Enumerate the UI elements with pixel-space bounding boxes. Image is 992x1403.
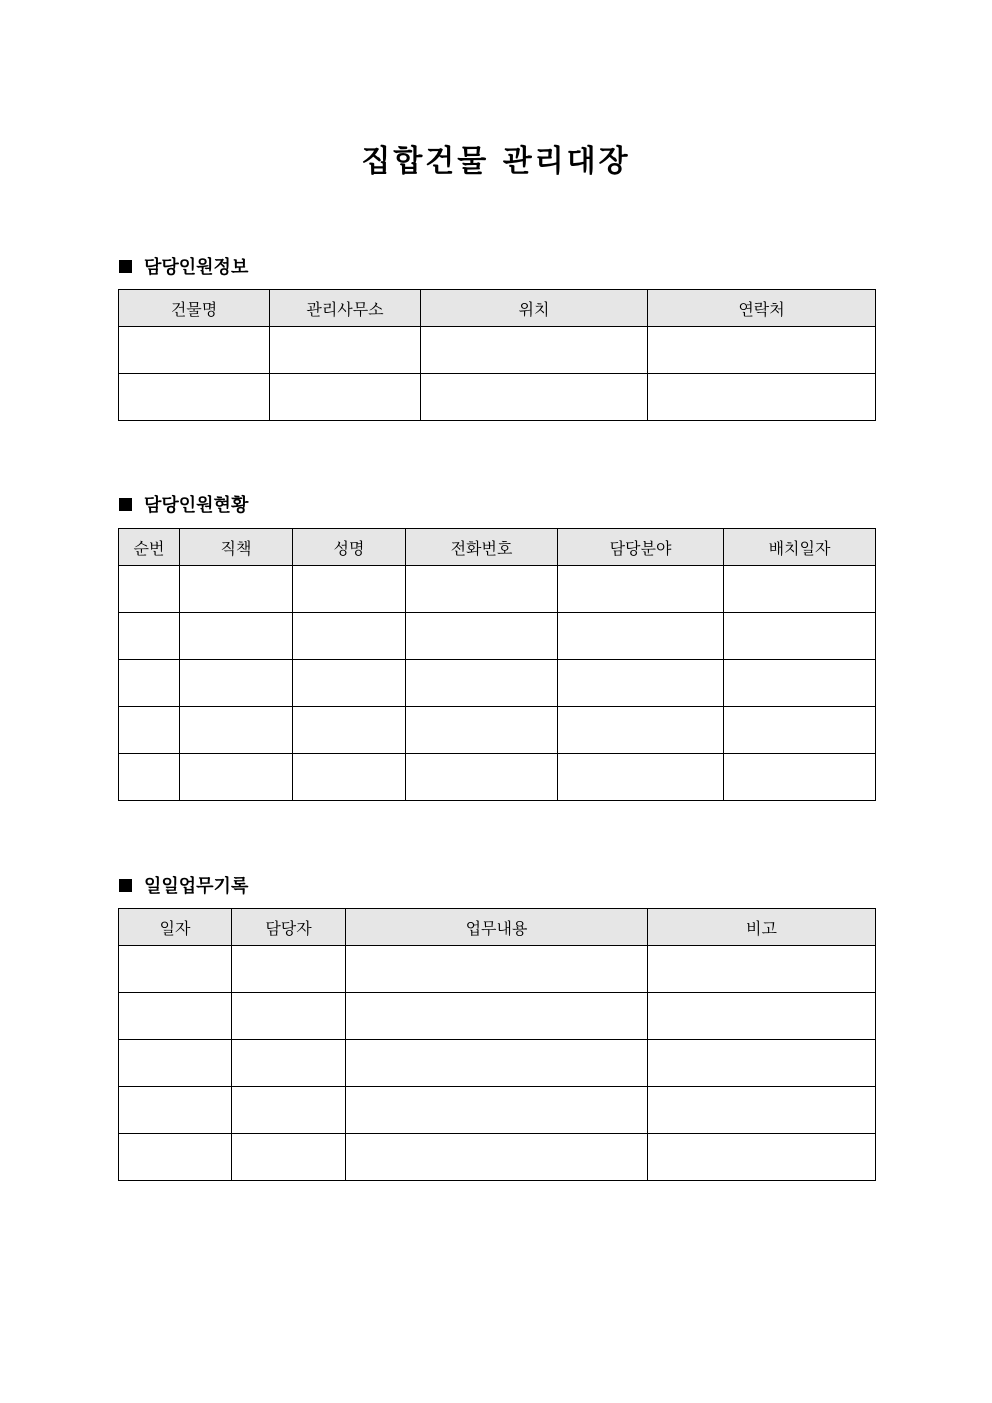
table-cell [293, 707, 406, 754]
table-cell [648, 946, 876, 993]
header-cell: 위치 [421, 290, 648, 327]
header-cell: 전화번호 [406, 529, 558, 566]
table-cell [119, 327, 270, 374]
table-cell [346, 1134, 648, 1181]
table-row [119, 707, 876, 754]
table-cell [180, 754, 293, 801]
table-cell [232, 946, 346, 993]
table-cell [119, 613, 180, 660]
table-row [119, 327, 876, 374]
table-cell [648, 374, 876, 421]
table-cell [406, 660, 558, 707]
table-cell [180, 707, 293, 754]
staff-info-table [118, 289, 876, 421]
table-cell [648, 327, 876, 374]
table-row [119, 754, 876, 801]
table-cell [119, 993, 232, 1040]
section-title-staff-info [119, 253, 248, 279]
section-title-staff-status [119, 491, 248, 517]
table-cell [293, 754, 406, 801]
table-row [119, 993, 876, 1040]
table-row [119, 613, 876, 660]
table-cell [346, 1040, 648, 1087]
table-row [119, 1134, 876, 1181]
table-row [119, 946, 876, 993]
table-cell [119, 754, 180, 801]
table-cell [421, 327, 648, 374]
table-cell [119, 707, 180, 754]
table-cell [270, 327, 421, 374]
table-cell [421, 374, 648, 421]
table-cell [232, 993, 346, 1040]
table-cell [558, 613, 724, 660]
table-cell [558, 707, 724, 754]
table-cell [119, 374, 270, 421]
table-cell [648, 993, 876, 1040]
table-row [119, 1040, 876, 1087]
header-cell: 순번 [119, 529, 180, 566]
table-cell [346, 1087, 648, 1134]
table-cell [346, 993, 648, 1040]
table-cell [724, 613, 876, 660]
header-cell: 연락처 [648, 290, 876, 327]
header-cell: 배치일자 [724, 529, 876, 566]
table-cell [232, 1040, 346, 1087]
table-row [119, 660, 876, 707]
table-cell [724, 707, 876, 754]
table-cell [180, 660, 293, 707]
table-header-row [119, 909, 876, 946]
table-cell [648, 1087, 876, 1134]
staff-status-table [118, 528, 876, 801]
table-cell [180, 566, 293, 613]
square-bullet-icon [119, 879, 132, 892]
table-cell [724, 660, 876, 707]
table-cell [724, 754, 876, 801]
section-title-daily-log [119, 872, 248, 898]
header-cell: 담당분야 [558, 529, 724, 566]
table-row [119, 566, 876, 613]
table-cell [724, 566, 876, 613]
section-title-text: 담당인원정보 [144, 257, 249, 278]
section-title-text: 일일업무기록 [144, 876, 249, 897]
table-row [119, 1087, 876, 1134]
table-cell [558, 566, 724, 613]
table-cell [119, 660, 180, 707]
table-cell [119, 1134, 232, 1181]
table-header-row [119, 529, 876, 566]
section-title-text: 담당인원현황 [144, 495, 249, 516]
table-cell [648, 1134, 876, 1181]
table-cell [406, 707, 558, 754]
table-cell [406, 566, 558, 613]
header-cell: 비고 [648, 909, 876, 946]
table-cell [119, 566, 180, 613]
table-cell [346, 946, 648, 993]
table-cell [232, 1134, 346, 1181]
table-cell [293, 660, 406, 707]
header-cell: 관리사무소 [270, 290, 421, 327]
header-cell: 직책 [180, 529, 293, 566]
table-cell [293, 613, 406, 660]
table-cell [119, 1087, 232, 1134]
table-cell [119, 1040, 232, 1087]
table-row [119, 374, 876, 421]
table-cell [648, 1040, 876, 1087]
daily-log-table [118, 908, 876, 1181]
table-cell [270, 374, 421, 421]
header-cell: 성명 [293, 529, 406, 566]
square-bullet-icon [119, 498, 132, 511]
document-title: 집합건물 관리대장 [361, 144, 631, 179]
square-bullet-icon [119, 260, 132, 273]
header-cell: 담당자 [232, 909, 346, 946]
table-cell [119, 946, 232, 993]
header-cell: 일자 [119, 909, 232, 946]
table-cell [406, 613, 558, 660]
table-cell [558, 754, 724, 801]
table-header-row [119, 290, 876, 327]
table-cell [232, 1087, 346, 1134]
table-cell [558, 660, 724, 707]
header-cell: 업무내용 [346, 909, 648, 946]
table-cell [180, 613, 293, 660]
table-cell [406, 754, 558, 801]
table-cell [293, 566, 406, 613]
header-cell: 건물명 [119, 290, 270, 327]
